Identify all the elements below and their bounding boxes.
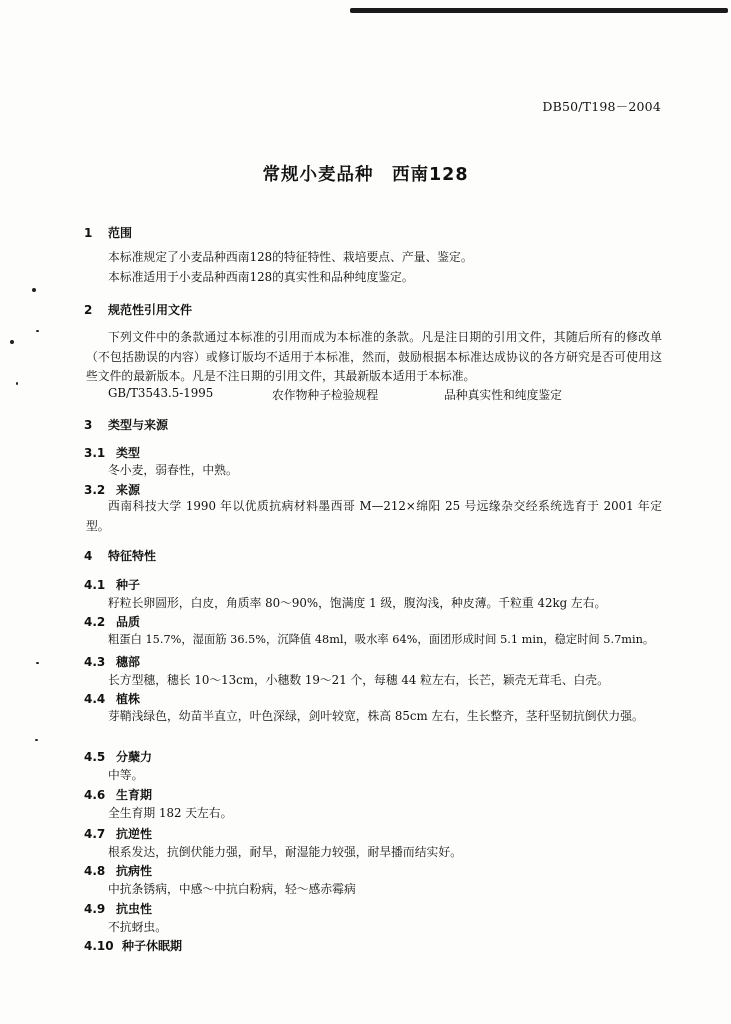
section-title: 穗部 (116, 655, 141, 669)
section-number: 3 (84, 418, 93, 432)
section-2-body (86, 328, 662, 387)
section-1-body (86, 248, 662, 287)
section-title: 规范性引用文件 (108, 303, 193, 317)
subsection-4-2-heading (84, 613, 140, 630)
subsection-4-6-heading (84, 786, 152, 803)
subsection-4-4-heading (84, 690, 140, 707)
subsection-4-6-text: 全生育期 182 天左右。 (108, 806, 233, 820)
section-title: 抗虫性 (116, 902, 153, 916)
reference-subtitle: 品种真实性和纯度鉴定 (444, 388, 562, 402)
subsection-4-9-text: 不抗蚜虫。 (108, 920, 167, 934)
subsection-4-7-heading (84, 825, 152, 842)
section-3-heading (84, 416, 168, 433)
subsection-4-8-text: 中抗条锈病，中感～中抗白粉病，轻～感赤霉病 (108, 882, 356, 896)
section-title: 范围 (108, 226, 133, 240)
subsection-4-5-heading (84, 748, 152, 765)
scan-speck (35, 739, 38, 741)
reference-title: 农作物种子检验规程 (272, 388, 379, 402)
section-title: 抗病性 (116, 864, 153, 878)
subsection-4-2-text: 粗蛋白 15.7%，湿面筋 36.5%，沉降值 48ml，吸水率 64%，面团形成时间 5.1 min，稳定时间 5.7min。 (108, 633, 655, 646)
paragraph: 西南科技大学 1990 年以优质抗病材料墨西哥 M—212×绵阳 25 号远缘杂交经系统选育于 2001 年定型。 (86, 499, 662, 533)
section-title: 种子休眠期 (122, 939, 183, 953)
scan-speck (16, 382, 18, 385)
section-2-heading (84, 301, 192, 318)
reference-code: GB/T3543.5-1995 (108, 386, 214, 400)
scan-speck (32, 288, 36, 292)
section-title: 来源 (116, 483, 141, 497)
section-number: 3.2 (84, 483, 106, 497)
top-border-rule (350, 8, 728, 13)
section-title: 生育期 (116, 788, 153, 802)
section-title: 分蘖力 (116, 750, 153, 764)
section-number: 4.7 (84, 827, 106, 841)
subsection-4-8-heading (84, 862, 152, 879)
section-number: 4 (84, 549, 93, 563)
section-number: 4.8 (84, 864, 106, 878)
section-number: 4.3 (84, 655, 106, 669)
section-number: 4.9 (84, 902, 106, 916)
document-title: 常规小麦品种 西南128 (262, 165, 469, 185)
section-number: 4.2 (84, 615, 106, 629)
subsection-3-2-heading (84, 481, 140, 498)
subsection-4-7-text: 根系发达，抗倒伏能力强，耐旱，耐湿能力较强，耐旱播而结实好。 (108, 845, 462, 859)
section-4-heading (84, 547, 156, 564)
document-code: DB50/T198－2004 (542, 99, 661, 114)
section-number: 4.10 (84, 939, 114, 953)
section-1-heading (84, 224, 132, 241)
subsection-4-3-heading (84, 653, 140, 670)
section-number: 4.5 (84, 750, 106, 764)
section-number: 3.1 (84, 446, 106, 460)
paragraph: 下列文件中的条款通过本标准的引用而成为本标准的条款。凡是注日期的引用文件，其随后所有的修改单（不包括勘误的内容）或修订版均不适用于本标准，然而，鼓励根据本标准达成协议的各方研究是否可使用这些文件的最新版本。凡是不注日期的引用文件，其最新版本适用于本标准。 (86, 330, 662, 383)
section-title: 类型与来源 (108, 418, 169, 432)
subsection-3-1-heading (84, 444, 140, 461)
subsection-4-5-text: 中等。 (108, 768, 144, 782)
section-number: 4.1 (84, 578, 106, 592)
scan-speck (36, 662, 39, 664)
subsection-4-3-text: 长方型穗，穗长 10～13cm，小穗数 19～21 个，每穗 44 粒左右，长芒，颖壳无茸毛、白壳。 (108, 673, 609, 687)
section-title: 品质 (116, 615, 141, 629)
scan-speck (36, 330, 39, 332)
section-title: 特征特性 (108, 549, 157, 563)
section-title: 类型 (116, 446, 141, 460)
subsection-3-2-body (86, 497, 662, 536)
section-title: 种子 (116, 578, 141, 592)
subsection-4-4-body (86, 707, 662, 727)
section-number: 4.6 (84, 788, 106, 802)
subsection-4-1-text: 籽粒长卵圆形，白皮，角质率 80～90%，饱满度 1 级，腹沟浅，种皮薄。千粒重 42kg 左右。 (108, 596, 607, 610)
section-title: 植株 (116, 692, 141, 706)
scan-speck (10, 340, 14, 344)
paragraph: 芽鞘浅绿色，幼苗半直立，叶色深绿，剑叶较宽，株高 85cm 左右，生长整齐，茎秆坚韧抗倒伏力强。 (108, 709, 644, 723)
section-title: 抗逆性 (116, 827, 153, 841)
section-number: 4.4 (84, 692, 106, 706)
subsection-3-1-text: 冬小麦，弱春性，中熟。 (108, 463, 238, 477)
subsection-4-10-heading (84, 937, 182, 954)
section-number: 2 (84, 303, 93, 317)
subsection-4-9-heading (84, 900, 152, 917)
paragraph: 本标准适用于小麦品种西南128的真实性和品种纯度鉴定。 (108, 269, 414, 284)
subsection-4-1-heading (84, 576, 140, 593)
section-number: 1 (84, 226, 93, 240)
paragraph: 本标准规定了小麦品种西南128的特征特性、栽培要点、产量、鉴定。 (108, 250, 473, 264)
